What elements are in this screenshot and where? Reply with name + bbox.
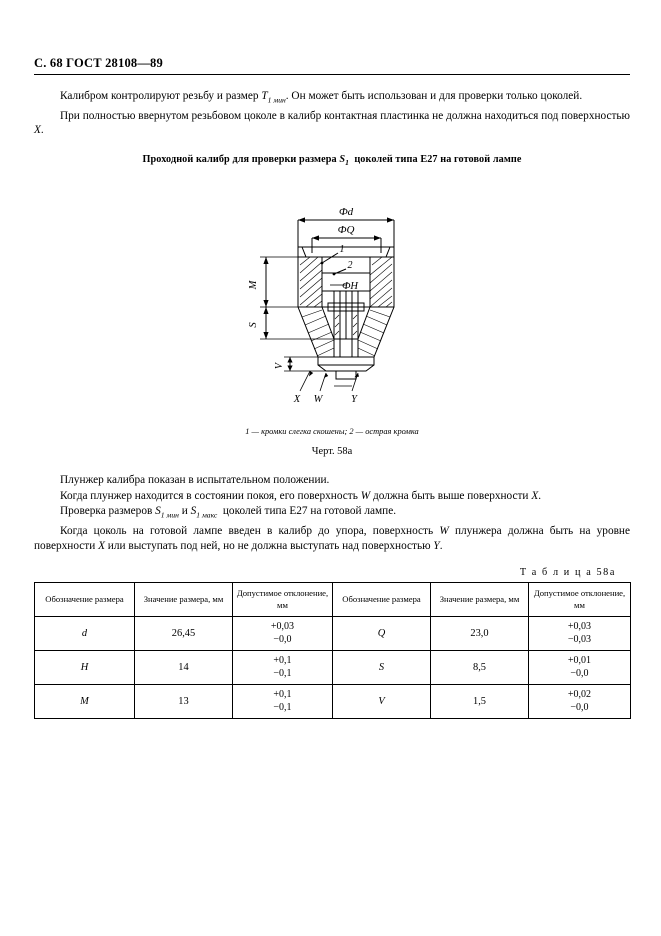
- deviation-plus: +0,03: [567, 621, 592, 633]
- cell-deviation-left: [233, 685, 333, 719]
- label-phi-q: ФQ: [337, 224, 355, 237]
- table-header-cell: Допустимое отклонение, мм: [233, 583, 333, 617]
- cell-symbol-left: H: [35, 651, 135, 685]
- table-header-cell: Значение размера, мм: [135, 583, 233, 617]
- table-header-cell: Допустимое отклонение, мм: [529, 583, 631, 617]
- cell-value-right: 23,0: [431, 617, 529, 651]
- cell-deviation-right: [529, 685, 631, 719]
- paragraph-4: Когда плунжер находится в состоянии покоя, его поверхность W должна быть выше поверхности X.: [60, 489, 542, 502]
- cell-symbol-right: Q: [333, 617, 431, 651]
- cell-value-left: 13: [135, 685, 233, 719]
- deviation-plus: +0,01: [567, 655, 592, 667]
- cell-deviation-right: [529, 651, 631, 685]
- paragraph-5: Проверка размеров $S_{1 мин}$ и $S_{1 макс}$ цоколей типа Е27 на готовой лампе.: [60, 505, 397, 520]
- figure-drawing: [34, 173, 630, 423]
- label-V: V: [274, 363, 285, 370]
- table-row: [35, 651, 631, 685]
- label-Y: Y: [351, 394, 357, 406]
- deviation-minus: −0,0: [570, 701, 589, 713]
- deviation-minus: −0,1: [273, 667, 292, 679]
- deviation-minus: −0,1: [273, 701, 292, 713]
- page-header: С. 68 ГОСТ 28108—89: [34, 56, 163, 70]
- deviation-plus: +0,1: [273, 655, 292, 667]
- table-header-cell: Значение размера, мм: [431, 583, 529, 617]
- header-divider: [34, 74, 630, 75]
- cell-symbol-left: d: [35, 617, 135, 651]
- cell-value-right: 1,5: [431, 685, 529, 719]
- paragraph-3: Плунжер калибра показан в испытательном положении.: [60, 474, 330, 487]
- deviation-minus: −0,0: [273, 633, 292, 645]
- cell-deviation-left: [233, 617, 333, 651]
- paragraph-6: Когда цоколь на готовой лампе введен в калибр до упора, поверхность W плунжера должна быть на уровне поверхности X или выступать под ней, но не должна выступать над поверхностью Y.: [34, 525, 630, 552]
- dimensions-table: [34, 582, 631, 719]
- cell-symbol-right: S: [333, 651, 431, 685]
- label-X: X: [293, 394, 301, 406]
- callout-2: 2: [347, 260, 353, 272]
- figure-title: Проходной калибр для проверки размера $S_1$ цоколей типа Е27 на готовой лампе: [142, 154, 522, 168]
- callout-1: 1: [339, 244, 345, 256]
- page-content: [34, 56, 630, 719]
- label-S: S: [248, 322, 259, 328]
- table-row: [35, 617, 631, 651]
- deviation-plus: +0,1: [273, 689, 292, 701]
- deviation-plus: +0,02: [567, 689, 592, 701]
- cell-deviation-left: [233, 651, 333, 685]
- gauge-diagram-svg: [34, 173, 630, 423]
- paragraph-1: Калибром контролируют резьбу и размер $T_{1 мин}$. Он может быть использован и для проверки только цоколей.: [60, 90, 583, 105]
- label-M: M: [248, 280, 259, 290]
- cell-symbol-left: M: [35, 685, 135, 719]
- deviation-minus: −0,0: [570, 667, 589, 679]
- paragraph-2: При полностью ввернутом резьбовом цоколе в калибр контактная пластинка не должна находиться под поверхностью X.: [34, 109, 630, 137]
- figure-number: Черт. 58а: [311, 446, 353, 458]
- table-header-cell: Обозначение размера: [333, 583, 431, 617]
- cell-value-left: 14: [135, 651, 233, 685]
- cell-value-left: 26,45: [135, 617, 233, 651]
- label-W: W: [313, 394, 323, 406]
- deviation-plus: +0,03: [270, 621, 295, 633]
- label-phi-d: Фd: [338, 206, 354, 219]
- label-phi-h: ФН: [341, 281, 359, 293]
- cell-symbol-right: V: [333, 685, 431, 719]
- table-header-cell: Обозначение размера: [35, 583, 135, 617]
- table-label: Т а б л и ц а 58а: [519, 567, 616, 579]
- table-header-row: [35, 583, 631, 617]
- deviation-minus: −0,03: [567, 633, 592, 645]
- cell-value-right: 8,5: [431, 651, 529, 685]
- figure-caption: 1 — кромки слегка скошены; 2 — острая кромка: [245, 427, 419, 437]
- table-row: [35, 685, 631, 719]
- cell-deviation-right: [529, 617, 631, 651]
